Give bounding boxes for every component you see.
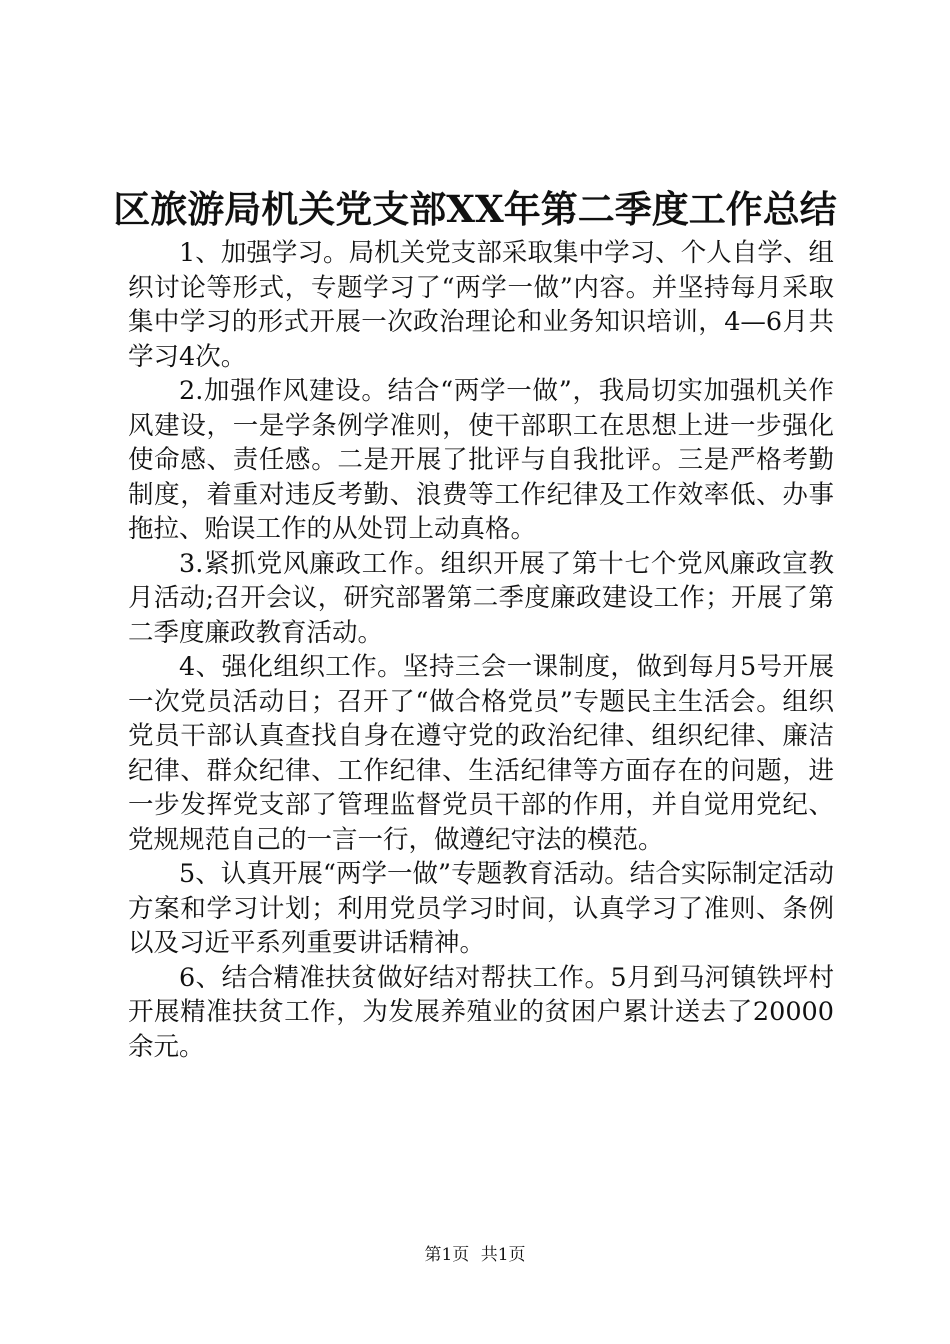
document-body (128, 236, 834, 1064)
paragraph-2: 2.加强作风建设。结合“两学一做”，我局切实加强机关作风建设，一是学条例学准则，使干部职工在思想上进一步强化使命感、责任感。二是开展了批评与自我批评。三是严格考勤制度，着重对违反考勤、浪费等工作纪律及工作效率低、办事拖拉、贻误工作的从处罚上动真格。 (128, 376, 834, 544)
document-title: 区旅游局机关党支部XX年第二季度工作总结 (113, 187, 837, 231)
page-number: 第1页 (424, 1245, 470, 1265)
page-footer (0, 1243, 950, 1267)
paragraph-6: 6、结合精准扶贫做好结对帮扶工作。5月到马河镇铁坪村开展精准扶贫工作，为发展养殖业的贫困户累计送去了20000余元。 (128, 962, 834, 1062)
paragraph-4: 4、强化组织工作。坚持三会一课制度，做到每月5号开展一次党员活动日；召开了“做合格党员”专题民主生活会。组织党员干部认真查找自身在遵守党的政治纪律、组织纪律、廉洁纪律、群众纪律、工作纪律、生活纪律等方面存在的问题，进一步发挥党支部了管理监督党员干部的作用，并自觉用党纪、党规规范自己的一言一行，做遵纪守法的模范。 (128, 652, 834, 855)
paragraph-3: 3.紧抓党风廉政工作。组织开展了第十七个党风廉政宣教月活动;召开会议，研究部署第二季度廉政建设工作；开展了第二季度廉政教育活动。 (128, 548, 834, 648)
page-total: 共1页 (480, 1245, 526, 1265)
paragraph-5: 5、认真开展“两学一做”专题教育活动。结合实际制定活动方案和学习计划；利用党员学习时间，认真学习了准则、条例以及习近平系列重要讲话精神。 (128, 859, 834, 958)
paragraph-1: 1、加强学习。局机关党支部采取集中学习、个人自学、组织讨论等形式，专题学习了“两学一做”内容。并坚持每月采取集中学习的形式开展一次政治理论和业务知识培训，4—6月共学习4次。 (128, 238, 834, 372)
